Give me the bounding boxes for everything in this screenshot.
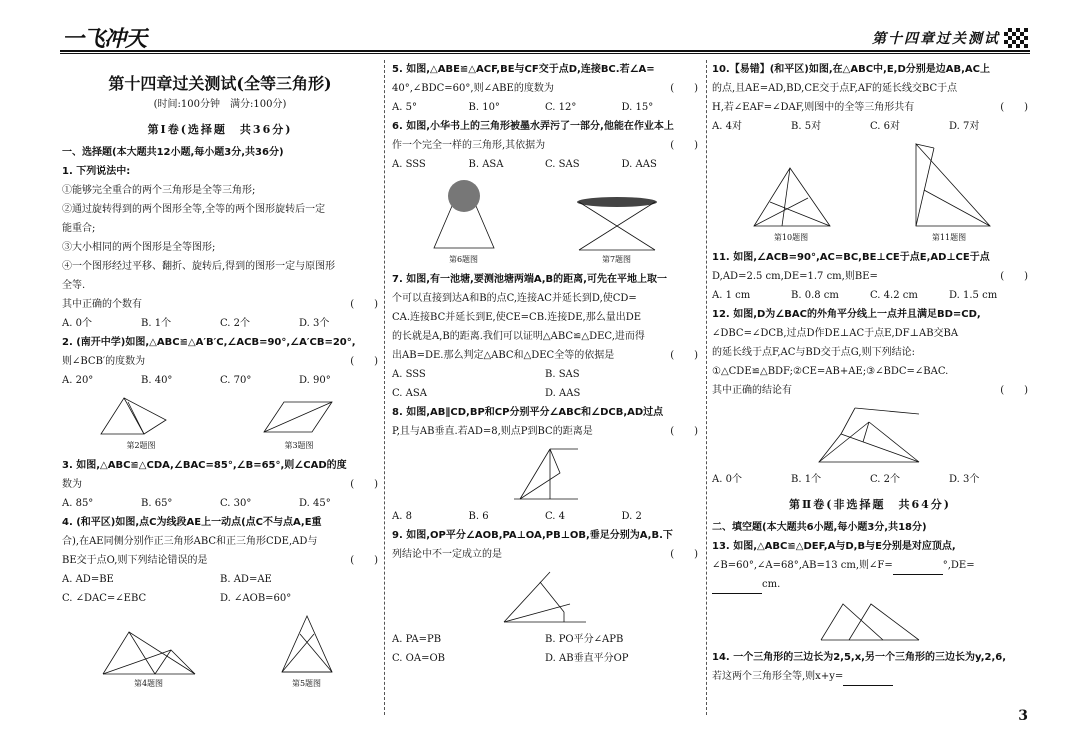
q1-statement: ③大小相同的两个图形是全等图形;: [62, 242, 216, 253]
question-7: 7. 如图,有一池塘,要测池塘两端A,B的距离,可先在平地上取一: [392, 274, 667, 285]
answer-paren[interactable]: ( ): [1000, 271, 1028, 282]
answer-paren[interactable]: ( ): [670, 350, 698, 361]
figure-2: [96, 394, 186, 452]
option-b[interactable]: B. 0.8 cm: [791, 290, 839, 301]
figures-q4-q5: [62, 612, 378, 690]
option-a[interactable]: A. 20°: [62, 375, 94, 386]
answer-paren[interactable]: ( ): [350, 555, 378, 566]
figures-q10-q11: [712, 140, 1028, 244]
q10-text: 的点,且AE=AD,BD,CE交于点F,AF的延长线交BC于点: [712, 83, 958, 94]
q4-options-row1: [62, 570, 378, 589]
option-b[interactable]: B. PO平分∠APB: [545, 634, 624, 645]
option-d[interactable]: D. ∠AOB=60°: [220, 593, 292, 604]
option-d[interactable]: D. 3个: [949, 474, 980, 485]
question-5: 5. 如图,△ABE≌△ACF,BE与CF交于点D,连接BC.若∠A=: [392, 64, 655, 75]
q12-ask: 其中正确的结论有 ( ): [712, 381, 1028, 400]
answer-blank[interactable]: [893, 564, 943, 575]
q12-text: ∠DBC=∠DCB,过点D作DE⊥AC于点E,DF⊥AB交BA: [712, 328, 959, 339]
time-info: (时间:100分钟 满分:100分): [153, 99, 287, 110]
question-1: 1. 下列说法中:: [62, 166, 131, 177]
question-14: 14. 一个三角形的三边长为2,5,x,另一个三角形的三边长为y,2,6,: [712, 652, 1007, 663]
option-a[interactable]: A. AD=BE: [62, 574, 114, 585]
q8-ask: P,且与AB垂直.若AD=8,则点P到BC的距离是 ( ): [392, 422, 698, 441]
pond-shape: [577, 197, 657, 207]
figure-8-wrap: [392, 445, 698, 503]
q12-text: ①△CDE≌△BDF;②CE=AB+AE;③∠BDC=∠BAC.: [712, 366, 949, 377]
option-d[interactable]: D. 90°: [299, 375, 331, 386]
question-3: 3. 如图,△ABC≌△CDA,∠BAC=85°,∠B=65°,则∠CAD的度: [62, 460, 347, 471]
figure-6: [424, 178, 504, 266]
option-c[interactable]: C. 12°: [545, 102, 577, 113]
q12-options: [712, 470, 1028, 489]
q5-ask: 40°,∠BDC=60°,则∠ABE的度数为 ( ): [392, 79, 698, 98]
option-a[interactable]: A. SSS: [392, 369, 426, 380]
answer-paren[interactable]: ( ): [350, 356, 378, 367]
option-b[interactable]: B. 1个: [791, 474, 822, 485]
triangle-figure-4: [99, 624, 199, 678]
option-d[interactable]: D. 7对: [949, 121, 980, 132]
angle-bisector-figure-9: [500, 568, 590, 626]
option-c[interactable]: C. 70°: [220, 375, 252, 386]
page-title: 第十四章过关测试(全等三角形): [108, 74, 332, 93]
option-c[interactable]: C. 4.2 cm: [870, 290, 918, 301]
option-a[interactable]: A. 0个: [712, 474, 742, 485]
figure-caption: 第10题图: [773, 233, 809, 242]
figure-caption: 第5题图: [291, 679, 322, 688]
option-a[interactable]: A. 85°: [62, 498, 94, 509]
option-b[interactable]: B. ASA: [468, 159, 504, 170]
column-divider: [384, 60, 385, 715]
figure-caption: 第4题图: [133, 679, 164, 688]
q1-ask: 其中正确的个数有 ( ): [62, 295, 378, 314]
part-1-heading: 第Ⅰ卷(选择题 共36分): [147, 123, 293, 136]
q1-statement: ①能够完全重合的两个三角形是全等三角形;: [62, 185, 256, 196]
option-b[interactable]: B. SAS: [545, 369, 580, 380]
question-8: 8. 如图,AB∥CD,BP和CP分别平分∠ABC和∠DCB,AD过点: [392, 407, 664, 418]
option-b[interactable]: B. AD=AE: [220, 574, 272, 585]
figure-caption: 第3题图: [284, 441, 314, 450]
q6-ask: 作一个完全一样的三角形,其依据为 ( ): [392, 136, 698, 155]
figure-caption: 第2题图: [126, 441, 156, 450]
option-b[interactable]: B. 10°: [468, 102, 500, 113]
ink-triangle-figure-6: [424, 178, 504, 254]
triangle-figure-2: [96, 394, 186, 440]
figure-7: [567, 194, 667, 266]
q14-text: 若这两个三角形全等,则x+y=: [712, 667, 1028, 686]
option-a[interactable]: A. 5°: [392, 102, 417, 113]
option-c[interactable]: C. 6对: [870, 121, 901, 132]
figure-9-wrap: [392, 568, 698, 626]
option-a[interactable]: A. 1 cm: [712, 290, 751, 301]
q9-options-row1: [392, 630, 698, 649]
q2-options: [62, 371, 378, 390]
option-a[interactable]: A. PA=PB: [392, 634, 442, 645]
figures-q6-q7: [392, 178, 698, 266]
right-column: [712, 60, 1028, 686]
q10-ask: H,若∠EAF=∠DAF,则图中的全等三角形共有 ( ): [712, 98, 1028, 117]
option-d[interactable]: D. AAS: [621, 159, 657, 170]
option-c[interactable]: C. 30°: [220, 498, 252, 509]
answer-paren[interactable]: ( ): [670, 83, 698, 94]
option-b[interactable]: B. 40°: [141, 375, 173, 386]
q7-ask: 出AB=DE.那么判定△ABC和△DEC全等的依据是 ( ): [392, 346, 698, 365]
question-11: 11. 如图,∠ACB=90°,AC=BC,BE⊥CE于点E,AD⊥CE于点: [712, 252, 990, 263]
checker-decoration: [1004, 28, 1028, 48]
question-13: 13. 如图,△ABC≌△DEF,A与D,B与E分别是对应顶点,: [712, 541, 956, 552]
figure-4: [99, 624, 199, 690]
q7-text: CA.连接BC并延长到E,使CE=CB.连接DE,那么量出DE: [392, 312, 642, 323]
option-d[interactable]: D. 15°: [621, 102, 654, 113]
option-d[interactable]: D. 2: [621, 511, 642, 522]
q1-statement: 能重合;: [62, 223, 96, 234]
q2-ask: 则∠BCB′的度数为 ( ): [62, 352, 378, 371]
answer-paren[interactable]: ( ): [670, 140, 698, 151]
q4-ask: BE交于点O,则下列结论错误的是 ( ): [62, 551, 378, 570]
option-a[interactable]: A. SSS: [392, 159, 426, 170]
figure-13-wrap: [712, 598, 1028, 644]
option-b[interactable]: B. 65°: [141, 498, 173, 509]
q6-options: [392, 155, 698, 174]
answer-blank[interactable]: [712, 583, 762, 594]
option-a[interactable]: A. 0个: [62, 318, 92, 329]
answer-paren[interactable]: ( ): [670, 426, 698, 437]
option-b[interactable]: B. 5对: [791, 121, 822, 132]
triangles-figure-13: [815, 598, 925, 644]
q4-text: 合),在AE同侧分别作正三角形ABC和正三角形CDE,AD与: [62, 536, 318, 547]
q1-statement: 全等.: [62, 280, 86, 291]
question-10: 10.【易错】(和平区)如图,在△ABC中,E,D分别是边AB,AC上: [712, 64, 991, 75]
option-d[interactable]: D. AAS: [545, 388, 581, 399]
option-c[interactable]: C. 2个: [220, 318, 251, 329]
chapter-header: 第十四章过关测试: [872, 31, 1000, 47]
left-column: [62, 60, 378, 694]
column-divider: [706, 60, 707, 715]
option-d[interactable]: D. AB垂直平分OP: [545, 653, 629, 664]
q5-options: [392, 98, 698, 117]
answer-blank[interactable]: [843, 675, 893, 686]
q4-options-row2: [62, 589, 378, 608]
option-c[interactable]: C. OA=OB: [392, 653, 445, 664]
middle-column: [392, 60, 698, 668]
answer-paren[interactable]: ( ): [350, 299, 378, 310]
section-2-heading: 二、填空题(本大题共6小题,每小题3分,共18分): [712, 522, 927, 533]
option-b[interactable]: B. 1个: [141, 318, 172, 329]
q12-text: 的延长线于点F,AC与BD交于点G,则下列结论:: [712, 347, 915, 358]
q1-statement: ②通过旋转得到的两个图形全等,全等的两个图形旋转后一定: [62, 204, 326, 215]
option-c[interactable]: C. SAS: [545, 159, 580, 170]
q11-options: [712, 286, 1028, 305]
option-d[interactable]: D. 45°: [299, 498, 331, 509]
answer-paren[interactable]: ( ): [1000, 385, 1028, 396]
q8-options: [392, 507, 698, 526]
option-c[interactable]: C. 2个: [870, 474, 901, 485]
q13-text2: cm.: [712, 575, 1028, 594]
figure-caption: 第7题图: [601, 255, 632, 264]
answer-paren[interactable]: ( ): [670, 549, 698, 560]
header-rule-thin: [60, 53, 1030, 54]
question-4: 4. (和平区)如图,点C为线段AE上一动点(点C不与点A,E重: [62, 517, 322, 528]
option-c[interactable]: C. ASA: [392, 388, 427, 399]
answer-paren[interactable]: ( ): [1000, 102, 1028, 113]
triangle-figure-5: [272, 612, 342, 678]
figure-caption: 第11题图: [931, 233, 967, 242]
figure-5: [272, 612, 342, 690]
q7-options-row1: [392, 365, 698, 384]
q1-options: [62, 314, 378, 333]
option-a[interactable]: A. 4对: [712, 121, 742, 132]
q9-ask: 列结论中不一定成立的是 ( ): [392, 545, 698, 564]
triangle-figure-10: [746, 164, 836, 232]
answer-paren[interactable]: ( ): [350, 479, 378, 490]
parallel-lines-figure-8: [510, 445, 580, 503]
option-c[interactable]: C. ∠DAC=∠EBC: [62, 593, 147, 604]
figure-12-wrap: [712, 404, 1028, 466]
question-2: 2. (南开中学)如图,△ABC≌△A′B′C,∠ACB=90°,∠A′CB=20°,: [62, 337, 356, 348]
triangle-figure-12: [815, 404, 925, 466]
q10-options: [712, 117, 1028, 136]
option-b[interactable]: B. 6: [468, 511, 489, 522]
pond-figure-7: [567, 194, 667, 254]
q7-text: 的长就是A,B的距离.我们可以证明△ABC≌△DEC,进而得: [392, 331, 645, 342]
q3-options: [62, 494, 378, 513]
q11-ask: D,AD=2.5 cm,DE=1.7 cm,则BE= ( ): [712, 267, 1028, 286]
section-1-heading: 一、选择题(本大题共12小题,每小题3分,共36分): [62, 147, 284, 158]
q7-text: 个可以直接到达A和B的点C,连接AC并延长到D,使CD=: [392, 293, 637, 304]
header-rule: [60, 50, 1030, 52]
q1-statement: ④一个图形经过平移、翻折、旋转后,得到的图形一定与原图形: [62, 261, 336, 272]
brand-logo: 一飞冲天: [62, 27, 147, 52]
question-6: 6. 如图,小华书上的三角形被墨水弄污了一部分,他能在作业本上: [392, 121, 674, 132]
question-9: 9. 如图,OP平分∠AOB,PA⊥OA,PB⊥OB,垂足分别为A,B.下: [392, 530, 673, 541]
option-d[interactable]: D. 1.5 cm: [949, 290, 998, 301]
q7-options-row2: [392, 384, 698, 403]
figure-3: [254, 394, 344, 452]
page-number: 3: [1018, 708, 1028, 724]
option-d[interactable]: D. 3个: [299, 318, 330, 329]
q9-options-row2: [392, 649, 698, 668]
option-a[interactable]: A. 8: [392, 511, 412, 522]
figure-caption: 第6题图: [448, 255, 479, 264]
q3-ask: 数为 ( ): [62, 475, 378, 494]
figure-10: [746, 164, 836, 244]
ink-blot: [448, 180, 480, 212]
question-12: 12. 如图,D为∠BAC的外角平分线上一点并且满足BD=CD,: [712, 309, 981, 320]
q13-text: ∠B=60°,∠A=68°,AB=13 cm,则∠F= °,DE=: [712, 556, 1028, 575]
figures-q2-q3: [62, 394, 378, 452]
option-c[interactable]: C. 4: [545, 511, 566, 522]
part-2-heading: 第Ⅱ卷(非选择题 共64分): [789, 498, 951, 511]
figure-11: [904, 140, 994, 244]
parallelogram-figure-3: [254, 394, 344, 440]
right-triangle-figure-11: [904, 140, 994, 232]
